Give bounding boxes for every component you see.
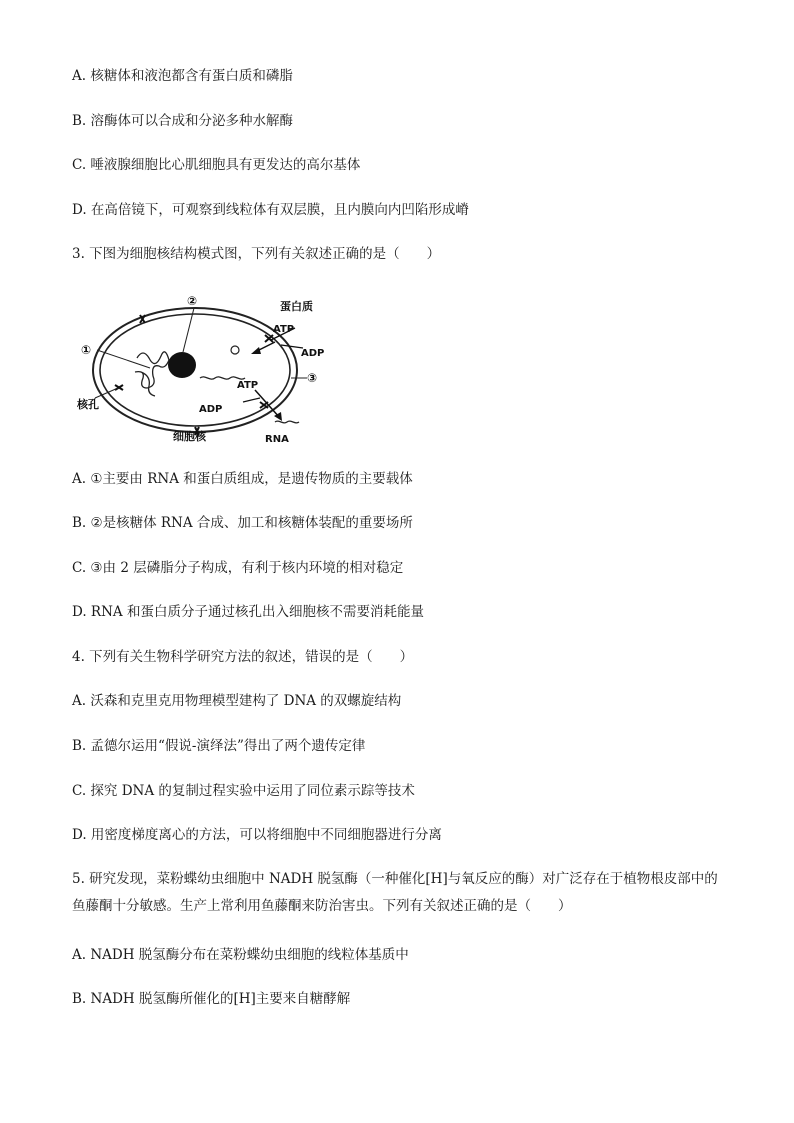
option-4d: D. 用密度梯度离心的方法，可以将细胞中不同细胞器进行分离 bbox=[72, 827, 442, 843]
option-2b: B. 溶酶体可以合成和分泌多种水解酶 bbox=[72, 113, 294, 129]
option-3a: A. ①主要由 RNA 和蛋白质组成，是遗传物质的主要载体 bbox=[72, 471, 413, 487]
option-3b: B. ②是核糖体 RNA 合成、加工和核糖体装配的重要场所 bbox=[72, 515, 413, 531]
option-3c: C. ③由 2 层磷脂分子构成，有利于核内环境的相对稳定 bbox=[72, 560, 404, 576]
label-adp-top: ADP bbox=[301, 348, 325, 359]
rna-chain-outside bbox=[275, 421, 299, 423]
label-protein: 蛋白质 bbox=[280, 300, 313, 313]
nucleus-structure-diagram bbox=[75, 290, 345, 450]
import-arrow-head bbox=[251, 347, 261, 354]
adp-arrow-bottom bbox=[243, 398, 260, 402]
label-pore: 核孔 bbox=[77, 398, 99, 411]
question-4: 4. 下列有关生物科学研究方法的叙述，错误的是（ ） bbox=[72, 649, 414, 665]
option-2c: C. 唾液腺细胞比心肌细胞具有更发达的高尔基体 bbox=[72, 157, 361, 173]
protein-blob-1 bbox=[231, 346, 239, 354]
nuclear-pores bbox=[115, 315, 273, 435]
option-4c: C. 探究 DNA 的复制过程实验中运用了同位素示踪等技术 bbox=[72, 783, 415, 799]
label-atp-mid: ATP bbox=[237, 380, 259, 391]
option-2d: D. 在高倍镜下，可观察到线粒体有双层膜，且内膜向内凹陷形成嵴 bbox=[72, 202, 469, 218]
question-5: 5. 研究发现，菜粉蝶幼虫细胞中 NADH 脱氢酶（一种催化[H]与氧反应的酶）对广泛存在于植物根皮部中的鱼藤酮十分敏感。生产上常利用鱼藤酮来防治害虫。下列有关叙述正确的是（ ） bbox=[72, 871, 718, 914]
question-3: 3. 下图为细胞核结构模式图，下列有关叙述正确的是（ ） bbox=[72, 246, 441, 262]
label-rna: RNA bbox=[265, 434, 289, 445]
label-1: ① bbox=[81, 343, 92, 357]
option-5b: B. NADH 脱氢酶所催化的[H]主要来自糖酵解 bbox=[72, 991, 351, 1007]
label-nucleus: 细胞核 bbox=[173, 430, 206, 443]
outer-membrane bbox=[93, 308, 297, 432]
option-5a: A. NADH 脱氢酶分布在菜粉蝶幼虫细胞的线粒体基质中 bbox=[72, 947, 409, 963]
option-4b: B. 孟德尔运用“假说-演绎法”得出了两个遗传定律 bbox=[72, 738, 366, 754]
label-atp-top: ATP bbox=[273, 324, 295, 335]
inner-membrane bbox=[100, 314, 290, 426]
label-adp-bottom: ADP bbox=[199, 404, 223, 415]
option-4a: A. 沃森和克里克用物理模型建构了 DNA 的双螺旋结构 bbox=[72, 693, 402, 709]
option-3d: D. RNA 和蛋白质分子通过核孔出入细胞核不需要消耗能量 bbox=[72, 604, 424, 620]
adp-arrow-top bbox=[281, 345, 303, 348]
label-2: ② bbox=[187, 294, 198, 308]
option-2a: A. 核糖体和液泡都含有蛋白质和磷脂 bbox=[72, 68, 293, 84]
chromatin bbox=[135, 352, 169, 396]
rna-chain-inside bbox=[200, 377, 245, 379]
label-3: ③ bbox=[307, 371, 318, 385]
nucleolus bbox=[168, 352, 196, 378]
